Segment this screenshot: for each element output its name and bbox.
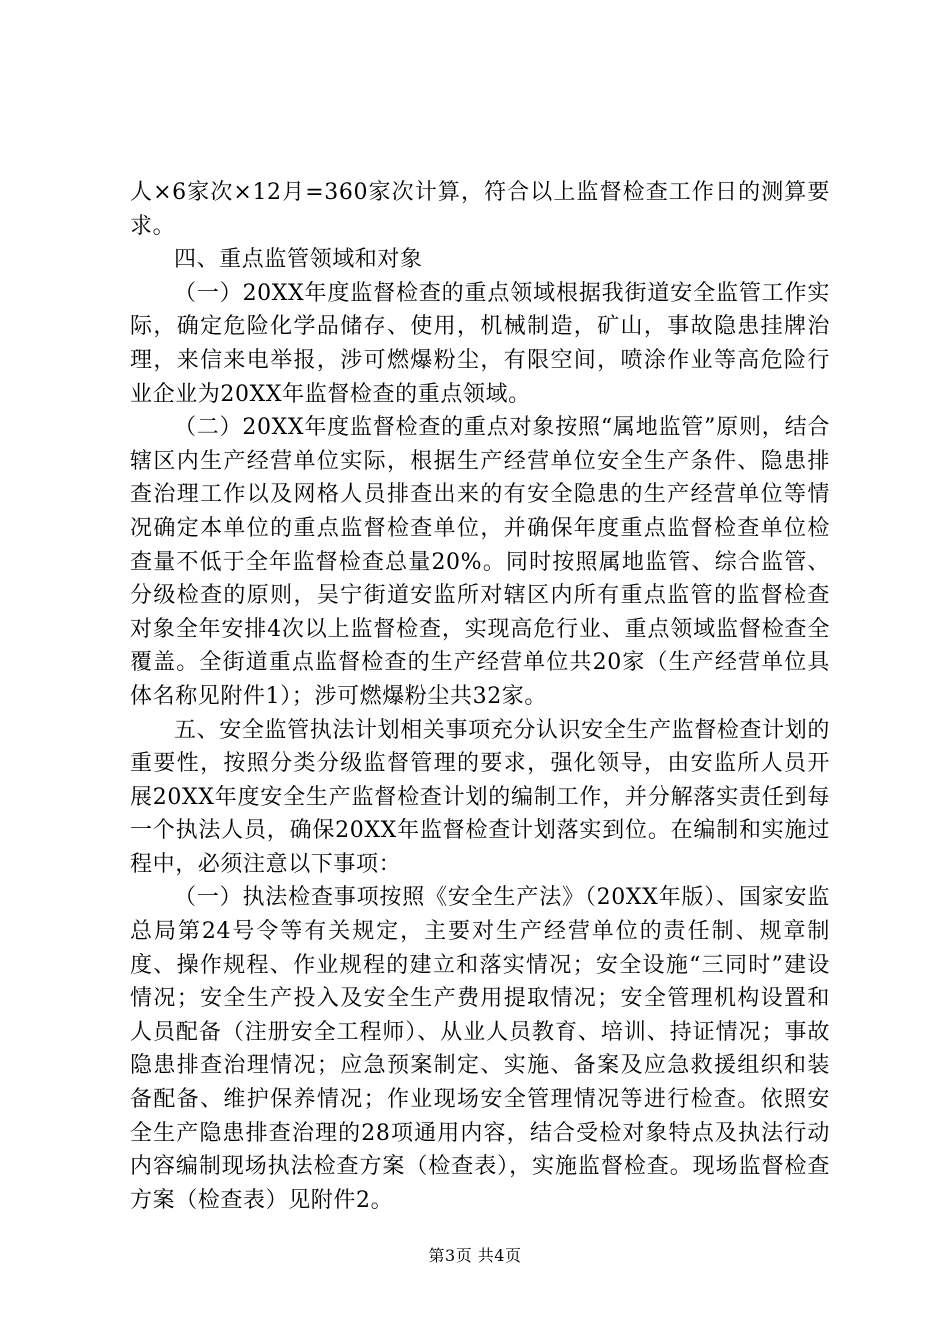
paragraph-enforcement-plan: 五、安全监管执法计划相关事项充分认识安全生产监督检查计划的重要性，按照分类分级监督管理的要求，强化领导，由安监所人员开展20XX年度安全生产监督检查计划的编制工作，并分解落实责任到每一个执法人员，确保20XX年监督检查计划落实到位。在编制和实施过程中，必须注意以下事项： xyxy=(130,717,830,877)
section-heading-key-areas: 四、重点监管领域和对象 xyxy=(174,247,423,273)
paragraph-continuation: 人×6家次×12月=360家次计算，符合以上监督检查工作日的测算要求。 xyxy=(130,180,830,239)
paragraph-key-areas: （一）20XX年度监督检查的重点领域根据我街道安全监管工作实际，确定危险化学品储存、使用，机械制造，矿山，事故隐患挂牌治理，来信来电举报，涉可燃爆粉尘，有限空间，喷涂作业等高危险行业企业为20XX年监督检查的重点领域。 xyxy=(130,280,830,407)
paragraph-inspection-items: （一）执法检查事项按照《安全生产法》（20XX年版）、国家安监总局第24号令等有关规定，主要对生产经营单位的责任制、规章制度、操作规程、作业规程的建立和落实情况；安全设施“三同时”建设情况；安全生产投入及安全生产费用提取情况；安全管理机构设置和人员配备（注册安全工程师）、从业人员教育、培训、持证情况；事故隐患排查治理情况；应急预案制定、实施、备案及应急救援组织和装备配备、维护保养情况；作业现场安全管理情况等进行检查。依照安全生产隐患排查治理的28项通用内容，结合受检对象特点及执法行动内容编制现场执法检查方案（检查表），实施监督检查。现场监督检查方案（检查表）见附件2。 xyxy=(130,885,830,1213)
paragraph-key-targets: （二）20XX年度监督检查的重点对象按照“属地监管”原则，结合辖区内生产经营单位实际，根据生产经营单位安全生产条件、隐患排查治理工作以及网格人员排查出来的有安全隐患的生产经营单位等情况确定本单位的重点监督检查单位，并确保年度重点监督检查单位检查量不低于全年监督检查总量20%。同时按照属地监管、综合监管、分级检查的原则，吴宁街道安监所对辖区内所有重点监管的监督检查对象全年安排4次以上监督检查，实现高危行业、重点领域监督检查全覆盖。全街道重点监督检查的生产经营单位共20家（生产经营单位具体名称见附件1）；涉可燃爆粉尘共32家。 xyxy=(130,415,830,709)
page-footer: 第3页 共4页 xyxy=(428,1246,522,1265)
document-body xyxy=(130,176,830,1217)
